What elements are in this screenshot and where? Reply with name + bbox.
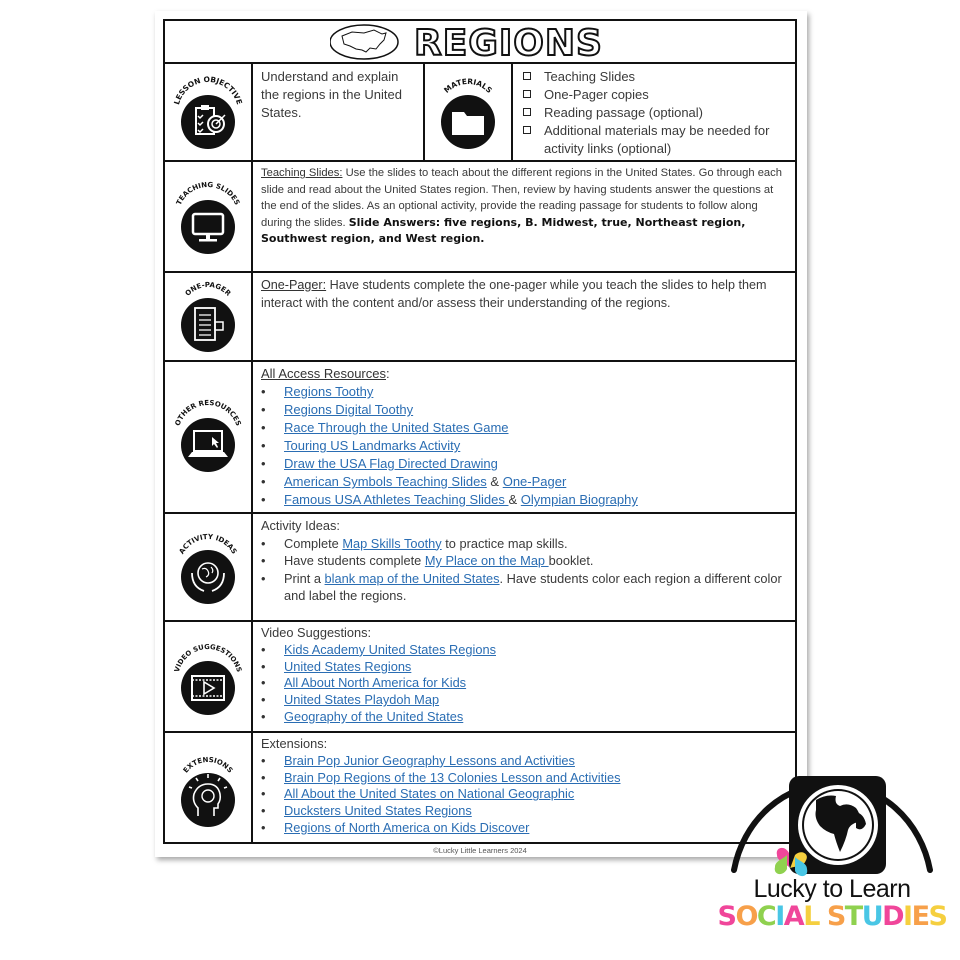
extensions-heading: Extensions:	[261, 736, 328, 751]
list-item	[261, 675, 787, 692]
extension-link[interactable]: All About the United States on National Geographic	[284, 786, 575, 802]
draw-usa-flag-link[interactable]: Draw the USA Flag Directed Drawing	[284, 456, 498, 471]
materials-icon	[428, 72, 508, 152]
one-pager-row	[165, 273, 795, 362]
extension-link[interactable]: Brain Pop Regions of the 13 Colonies Lesson and Activities	[284, 769, 621, 785]
my-place-on-map-link[interactable]: My Place on the Map	[424, 553, 549, 568]
activity-ideas-cell	[253, 514, 795, 620]
activity-ideas-icon	[168, 527, 248, 607]
one-pager-heading: One-Pager:	[261, 278, 327, 292]
svg-text:TEACHING SLIDES: TEACHING SLIDES	[174, 180, 242, 206]
lesson-objective-text: Understand and explain the regions in the United States.	[253, 64, 425, 160]
famous-athletes-slides-link[interactable]: Famous USA Athletes Teaching Slides	[284, 492, 509, 507]
activity-ideas-row	[165, 514, 795, 622]
svg-text:OTHER RESOURCES: OTHER RESOURCES	[173, 398, 243, 428]
activity-ideas-heading: Activity Ideas:	[261, 518, 340, 533]
lesson-plan-table	[163, 19, 797, 844]
activity-ideas-list	[261, 535, 787, 605]
materials-item: Additional materials may be needed for activity links (optional)	[521, 122, 787, 158]
list-item	[261, 753, 787, 770]
svg-text:LESSON OBJECTIVE: LESSON OBJECTIVE	[172, 74, 244, 106]
logo-letter: C	[756, 901, 776, 932]
list-item	[261, 383, 787, 401]
one-pager-badge-cell	[165, 273, 253, 360]
list-item	[261, 437, 787, 455]
logo-letter: U	[861, 901, 883, 932]
copyright-text: ©Lucky Little Learners 2024	[433, 846, 527, 855]
globe-icon	[712, 732, 952, 882]
lucky-to-learn-logo	[712, 732, 952, 942]
teaching-slides-badge-cell	[165, 162, 253, 271]
extensions-list	[261, 753, 787, 837]
logo-line2	[712, 901, 952, 932]
page-title: REGIONS	[414, 22, 603, 62]
extension-link[interactable]: Brain Pop Junior Geography Lessons and Activities	[284, 752, 575, 768]
list-item	[261, 786, 787, 803]
video-link[interactable]: United States Regions	[284, 658, 412, 674]
blank-map-link[interactable]: blank map of the United States	[324, 570, 500, 586]
video-suggestions-row	[165, 622, 795, 733]
list-item	[261, 455, 787, 473]
logo-letter: D	[882, 901, 904, 932]
other-resources-cell	[253, 362, 795, 512]
extensions-row	[165, 733, 795, 842]
all-access-list	[261, 383, 787, 509]
video-link[interactable]: All About North America for Kids	[284, 675, 467, 691]
materials-badge-cell	[425, 64, 513, 160]
svg-text:ONE-PAGER: ONE-PAGER	[183, 280, 233, 298]
title-row	[165, 21, 795, 64]
video-suggestions-heading: Video Suggestions:	[261, 625, 372, 640]
materials-list-cell	[513, 64, 795, 160]
logo-letter: S	[928, 901, 947, 932]
regions-toothy-link[interactable]: Regions Toothy	[284, 384, 374, 399]
video-suggestions-cell	[253, 622, 795, 731]
touring-landmarks-link[interactable]: Touring US Landmarks Activity	[284, 438, 461, 453]
one-pager-body: Have students complete the one-pager while you teach the slides to help them interact with the content and/or assess their understanding of the regions.	[261, 278, 767, 310]
video-suggestions-icon	[168, 637, 248, 717]
slide-answers: Slide Answers: five regions, B. Midwest, true, Northeast region, Southwest region, and West region.	[261, 215, 746, 245]
teaching-slides-body: Use the slides to teach about the different regions in the United States. Go through each slide and read about the United States region. Then, review by having students answer the questions at the end of the slides. As an optional activity, provide the reading passage for students to follow along during the slides.	[261, 167, 782, 229]
svg-text:VIDEO SUGGESTIONS: VIDEO SUGGESTIONS	[172, 642, 244, 673]
list-item	[261, 401, 787, 419]
lesson-objective-badge-cell	[165, 64, 253, 160]
logo-letter: S	[717, 901, 736, 932]
all-access-heading: All Access Resources:	[261, 366, 390, 381]
video-suggestions-list	[261, 642, 787, 726]
list-item	[261, 770, 787, 787]
extensions-icon	[168, 748, 248, 828]
svg-text:MATERIALS: MATERIALS	[442, 76, 494, 95]
one-pager-text	[253, 273, 795, 360]
logo-letter: T	[844, 901, 862, 932]
video-suggestions-badge-cell	[165, 622, 253, 731]
other-resources-row	[165, 362, 795, 514]
list-item	[261, 709, 787, 726]
video-link[interactable]: Geography of the United States	[284, 708, 464, 724]
list-item	[261, 642, 787, 659]
race-through-game-link[interactable]: Race Through the United States Game	[284, 420, 509, 435]
logo-letter: O	[735, 901, 757, 932]
list-item: • American Symbols Teaching Slides & One-Pager	[261, 473, 787, 491]
list-item: • Have students complete My Place on the Map booklet.	[261, 552, 787, 570]
logo-letter: E	[911, 901, 929, 932]
video-link[interactable]: Kids Academy United States Regions	[284, 641, 496, 657]
olympian-biography-link[interactable]: Olympian Biography	[520, 492, 638, 507]
one-pager-icon	[168, 277, 248, 357]
svg-text:ACTIVITY IDEAS: ACTIVITY IDEAS	[177, 532, 239, 556]
list-item	[261, 419, 787, 437]
activity-ideas-badge-cell	[165, 514, 253, 620]
materials-item: Reading passage (optional)	[521, 104, 787, 122]
materials-list	[521, 68, 787, 158]
logo-letter: S	[826, 901, 845, 932]
teaching-slides-text	[253, 162, 795, 271]
svg-text:EXTENSIONS: EXTENSIONS	[181, 755, 235, 775]
map-skills-toothy-link[interactable]: Map Skills Toothy	[342, 535, 442, 551]
one-pager-link[interactable]: One-Pager	[502, 474, 567, 489]
extensions-badge-cell	[165, 733, 253, 842]
teaching-slides-icon	[168, 177, 248, 257]
list-item: • Famous USA Athletes Teaching Slides & Olympian Biography	[261, 491, 787, 509]
list-item	[261, 659, 787, 676]
teaching-slides-row	[165, 162, 795, 273]
list-item: • Complete Map Skills Toothy to practice map skills.	[261, 535, 787, 553]
extension-link[interactable]: Regions of North America on Kids Discover	[284, 819, 530, 835]
logo-letter: I	[903, 901, 912, 932]
other-resources-badge-cell	[165, 362, 253, 512]
extension-link[interactable]: Ducksters United States Regions	[284, 803, 472, 819]
list-item: • Print a blank map of the United States. Have students color each region a different color and label the regions.	[261, 570, 787, 605]
list-item	[261, 820, 787, 837]
teaching-slides-heading: Teaching Slides:	[261, 167, 343, 179]
regions-digital-toothy-link[interactable]: Regions Digital Toothy	[284, 402, 414, 417]
logo-line1: Lucky to Learn	[753, 875, 911, 903]
materials-item: One-Pager copies	[521, 86, 787, 104]
materials-item: Teaching Slides	[521, 68, 787, 86]
usa-map-icon	[330, 22, 630, 62]
lesson-objective-icon	[168, 72, 248, 152]
logo-letter	[819, 901, 827, 932]
list-item	[261, 803, 787, 820]
list-item	[261, 692, 787, 709]
logo-letter: I	[775, 901, 784, 932]
other-resources-icon	[168, 397, 248, 477]
american-symbols-slides-link[interactable]: American Symbols Teaching Slides	[284, 474, 487, 489]
logo-letter: L	[803, 901, 819, 932]
video-link[interactable]: United States Playdoh Map	[284, 692, 440, 708]
objective-row	[165, 64, 795, 162]
logo-letter: A	[783, 901, 804, 932]
